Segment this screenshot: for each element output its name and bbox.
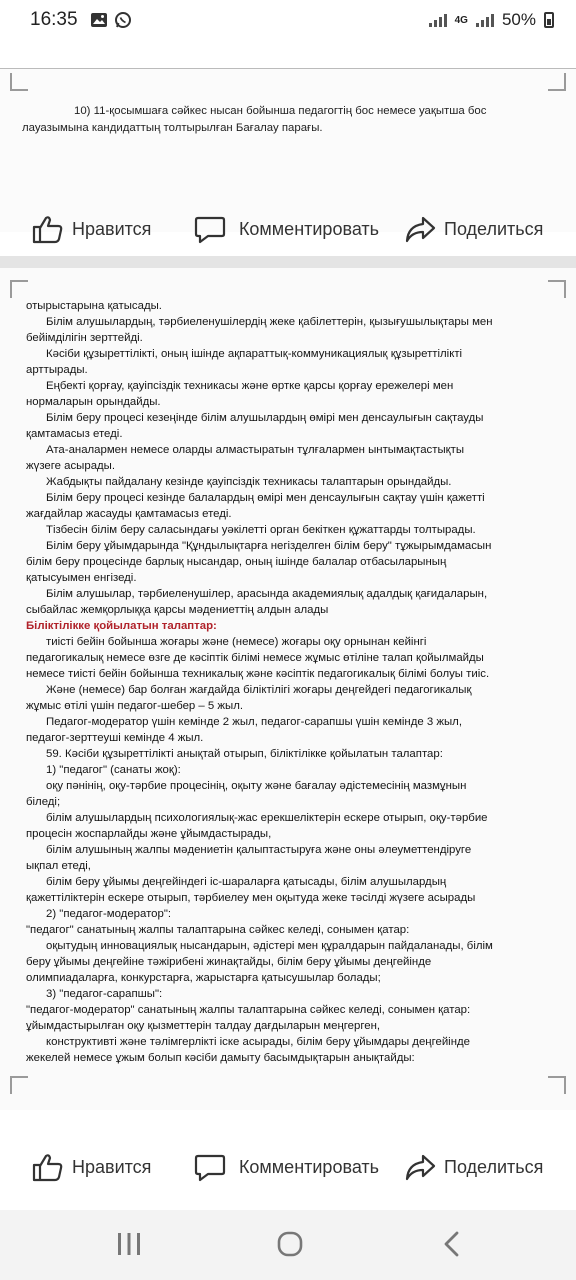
document-line: ықпал етеді, — [26, 860, 91, 872]
share-button[interactable] — [404, 214, 543, 244]
document-preview[interactable] — [0, 268, 576, 1110]
document-line: Білім алушылардың, тәрбиеленушілердің жеке қабілеттерін, қызығушылықтары мен — [46, 316, 493, 328]
document-line: арттырады. — [26, 364, 88, 376]
comment-label: Комментировать — [238, 219, 380, 239]
whatsapp-icon — [114, 11, 132, 29]
document-line: 59. Кәсіби құзыреттілікті анықтай отырып, біліктілікке қойылатын талаптар: — [46, 748, 443, 760]
document-line: жекелей немесе ұжым болып кәсіби дамыту басымдықтарын анықтайды: — [26, 1052, 415, 1064]
document-line: "педагог" санатының жалпы талаптарына сәйкес келеді, сонымен қатар: — [26, 924, 410, 936]
document-line: Білім беру процесі кезеңінде білім алушылардың өмірі мен денсаулығын сақтауды — [46, 412, 484, 424]
thumbs-up-icon — [32, 1152, 64, 1182]
battery-percent: 50% — [501, 10, 536, 29]
document-line: оқытудың инновациялық нысандарын, әдістері мен құралдарын пайдаланады, білім — [46, 940, 493, 952]
page-corner-mark — [548, 1076, 566, 1094]
document-line: немесе тиісті бейін бойынша техникалық және кәсіптік педагогикалық білімі болуы тиіс. — [26, 668, 490, 680]
document-line: Ата-аналармен немесе оларды алмастыратын тұлғалармен ынтымақтастықты — [46, 444, 465, 456]
document-line: нормаларын орындайды. — [26, 396, 161, 408]
document-line: беру ұйымы деңгейіне тәжірибені жинақтайды, білім беру ұйымы деңгейінде — [26, 956, 432, 968]
document-line: білім беру ұйымы деңгейіндегі іс-шараларға қатысады, білім алушылардың — [46, 876, 447, 888]
system-nav-bar — [0, 1210, 576, 1280]
home-button[interactable] — [276, 1230, 304, 1258]
share-button[interactable] — [404, 1152, 543, 1182]
document-line: оқу пәнінің, оқу-тәрбие процесінің, оқыту және бағалау әдістемесінің мазмұнын — [46, 780, 467, 792]
comment-icon — [194, 214, 226, 244]
share-icon — [404, 214, 436, 244]
share-icon — [404, 1152, 436, 1182]
document-line: қамтамасыз етеді. — [26, 428, 123, 440]
document-line: Білім беру ұйымдарында "Құндылықтарға негізделген білім беру" тұжырымдамасын — [46, 540, 492, 552]
thumbs-up-icon — [32, 214, 64, 244]
document-line: қажеттіліктерін ескере отырып, тәрбиелеу мен оқытуда жеке тәсілді жүзеге асырады — [26, 892, 476, 904]
document-line: жұмыс өтілі үшін педагог-шебер – 5 жыл. — [26, 700, 244, 712]
like-button[interactable] — [32, 1152, 151, 1182]
document-line: білім алушылардың психологиялық-жас ерекшеліктерін ескере отырып, оқу-тәрбие — [46, 812, 488, 824]
comment-button[interactable] — [194, 214, 384, 244]
network-type: 4G — [454, 14, 468, 26]
document-line: Кәсіби құзыреттілікті, оның ішінде ақпараттық-коммуникациялық құзыреттілікті — [46, 348, 463, 360]
document-line: ұйымдастырылған оқу қызметтерін талдау дағдыларын меңгерген, — [26, 1020, 381, 1032]
document-line: жүзеге асырады. — [26, 460, 116, 472]
like-label: Нравится — [72, 1156, 152, 1177]
document-line: педагогикалық немесе өзге де кәсіптік білімі немесе жұмыс өтіліне талап қойылмайды — [26, 652, 484, 664]
document-line: педагог-зерттеуші кемінде 4 жыл. — [26, 732, 204, 744]
document-line: Және (немесе) бар болған жағдайда біліктілігі жоғары деңгейдегі педагогикалық — [46, 684, 472, 696]
document-line: конструктивті және тәлімгерлікті іске асырады, білім беру ұйымдары деңгейінде — [46, 1036, 470, 1048]
document-line: 2) "педагог-модератор": — [46, 908, 172, 920]
battery-icon — [544, 12, 554, 28]
document-line: Жабдықты пайдалану кезінде қауіпсіздік техникасы талаптарын орындайды. — [46, 476, 452, 488]
document-line: "педагог-модератор" санатының жалпы талаптарына сәйкес келеді, сонымен қатар: — [26, 1004, 471, 1016]
section-heading: Біліктілікке қойылатын талаптар: — [26, 620, 217, 632]
comment-button[interactable] — [194, 1152, 384, 1182]
post-actions — [0, 204, 576, 254]
document-line: Тізбесін білім беру саласындағы уәкілетті орган бекіткен құжаттарды толтырады. — [46, 524, 476, 536]
document-line: Еңбекті қорғау, қауіпсіздік техникасы және өртке қарсы қорғау ережелері мен — [46, 380, 454, 392]
recent-apps-button[interactable] — [116, 1230, 142, 1258]
page-corner-mark — [10, 73, 28, 91]
gallery-icon — [90, 12, 108, 28]
comment-icon — [194, 1152, 226, 1182]
document-line: біледі; — [26, 796, 61, 808]
document-line: Педагог-модератор үшін кемінде 2 жыл, педагог-сарапшы үшін кемінде 3 жыл, — [46, 716, 462, 728]
document-line: сыбайлас жемқорлыққа қарсы мәдениеттің алдын алады — [26, 604, 329, 616]
page-corner-mark — [10, 280, 28, 298]
document-line: процесін жоспарлайды және ұйымдастырады, — [26, 828, 272, 840]
document-line: отырыстарына қатысады. — [26, 300, 162, 312]
page-corner-mark — [548, 73, 566, 91]
document-line: жағдайлар жасауды қамтамасыз етеді. — [26, 508, 232, 520]
signal-icon — [429, 13, 447, 27]
page-corner-mark — [10, 1076, 28, 1094]
signal-icon — [476, 13, 494, 27]
post-card — [0, 268, 576, 1210]
document-text: 10) 11-қосымшаға сәйкес нысан бойынша педагогтің бос немесе уақытша бос лауазымына кандидаттың толтырылған Бағалау парағы. — [22, 105, 487, 134]
status-time: 16:35 — [30, 9, 78, 30]
document-line: Білім беру процесі кезінде балалардың өмірі мен денсаулығын сақтау үшін қажетті — [46, 492, 485, 504]
page-corner-mark — [548, 280, 566, 298]
document-line: білім алушының жалпы мәдениетін қалыптастыруға және оны әлеуметтендіруге — [46, 844, 472, 856]
share-label: Поделиться — [444, 218, 544, 239]
document-line: қатысуымен енгізеді. — [26, 572, 137, 584]
like-label: Нравится — [72, 218, 152, 239]
back-button[interactable] — [440, 1230, 464, 1258]
document-line: білім беру процесінде барлық нысандар, оның ішінде балалар отбасыларының — [26, 556, 447, 568]
share-label: Поделиться — [444, 1156, 544, 1177]
document-line: бейімділігін зерттейді. — [26, 332, 143, 344]
document-line: тиісті бейін бойынша жоғары және (немесе) жоғары оқу орнынан кейінгі — [46, 636, 427, 648]
document-text — [26, 298, 554, 1066]
status-bar — [0, 0, 576, 40]
comment-label: Комментировать — [238, 1157, 380, 1177]
document-line: Білім алушылар, тәрбиеленушілер, арасында академиялық адалдық қағидаларын, — [46, 588, 488, 600]
post-actions — [0, 1142, 576, 1192]
document-line: 1) "педагог" (санаты жоқ): — [46, 764, 181, 776]
document-line: олимпиадаларға, конкурстарға, жарыстарға қатысушылар болады; — [26, 972, 381, 984]
post-card — [0, 40, 576, 256]
document-line: 3) "педагог-сарапшы": — [46, 988, 163, 1000]
like-button[interactable] — [32, 214, 151, 244]
